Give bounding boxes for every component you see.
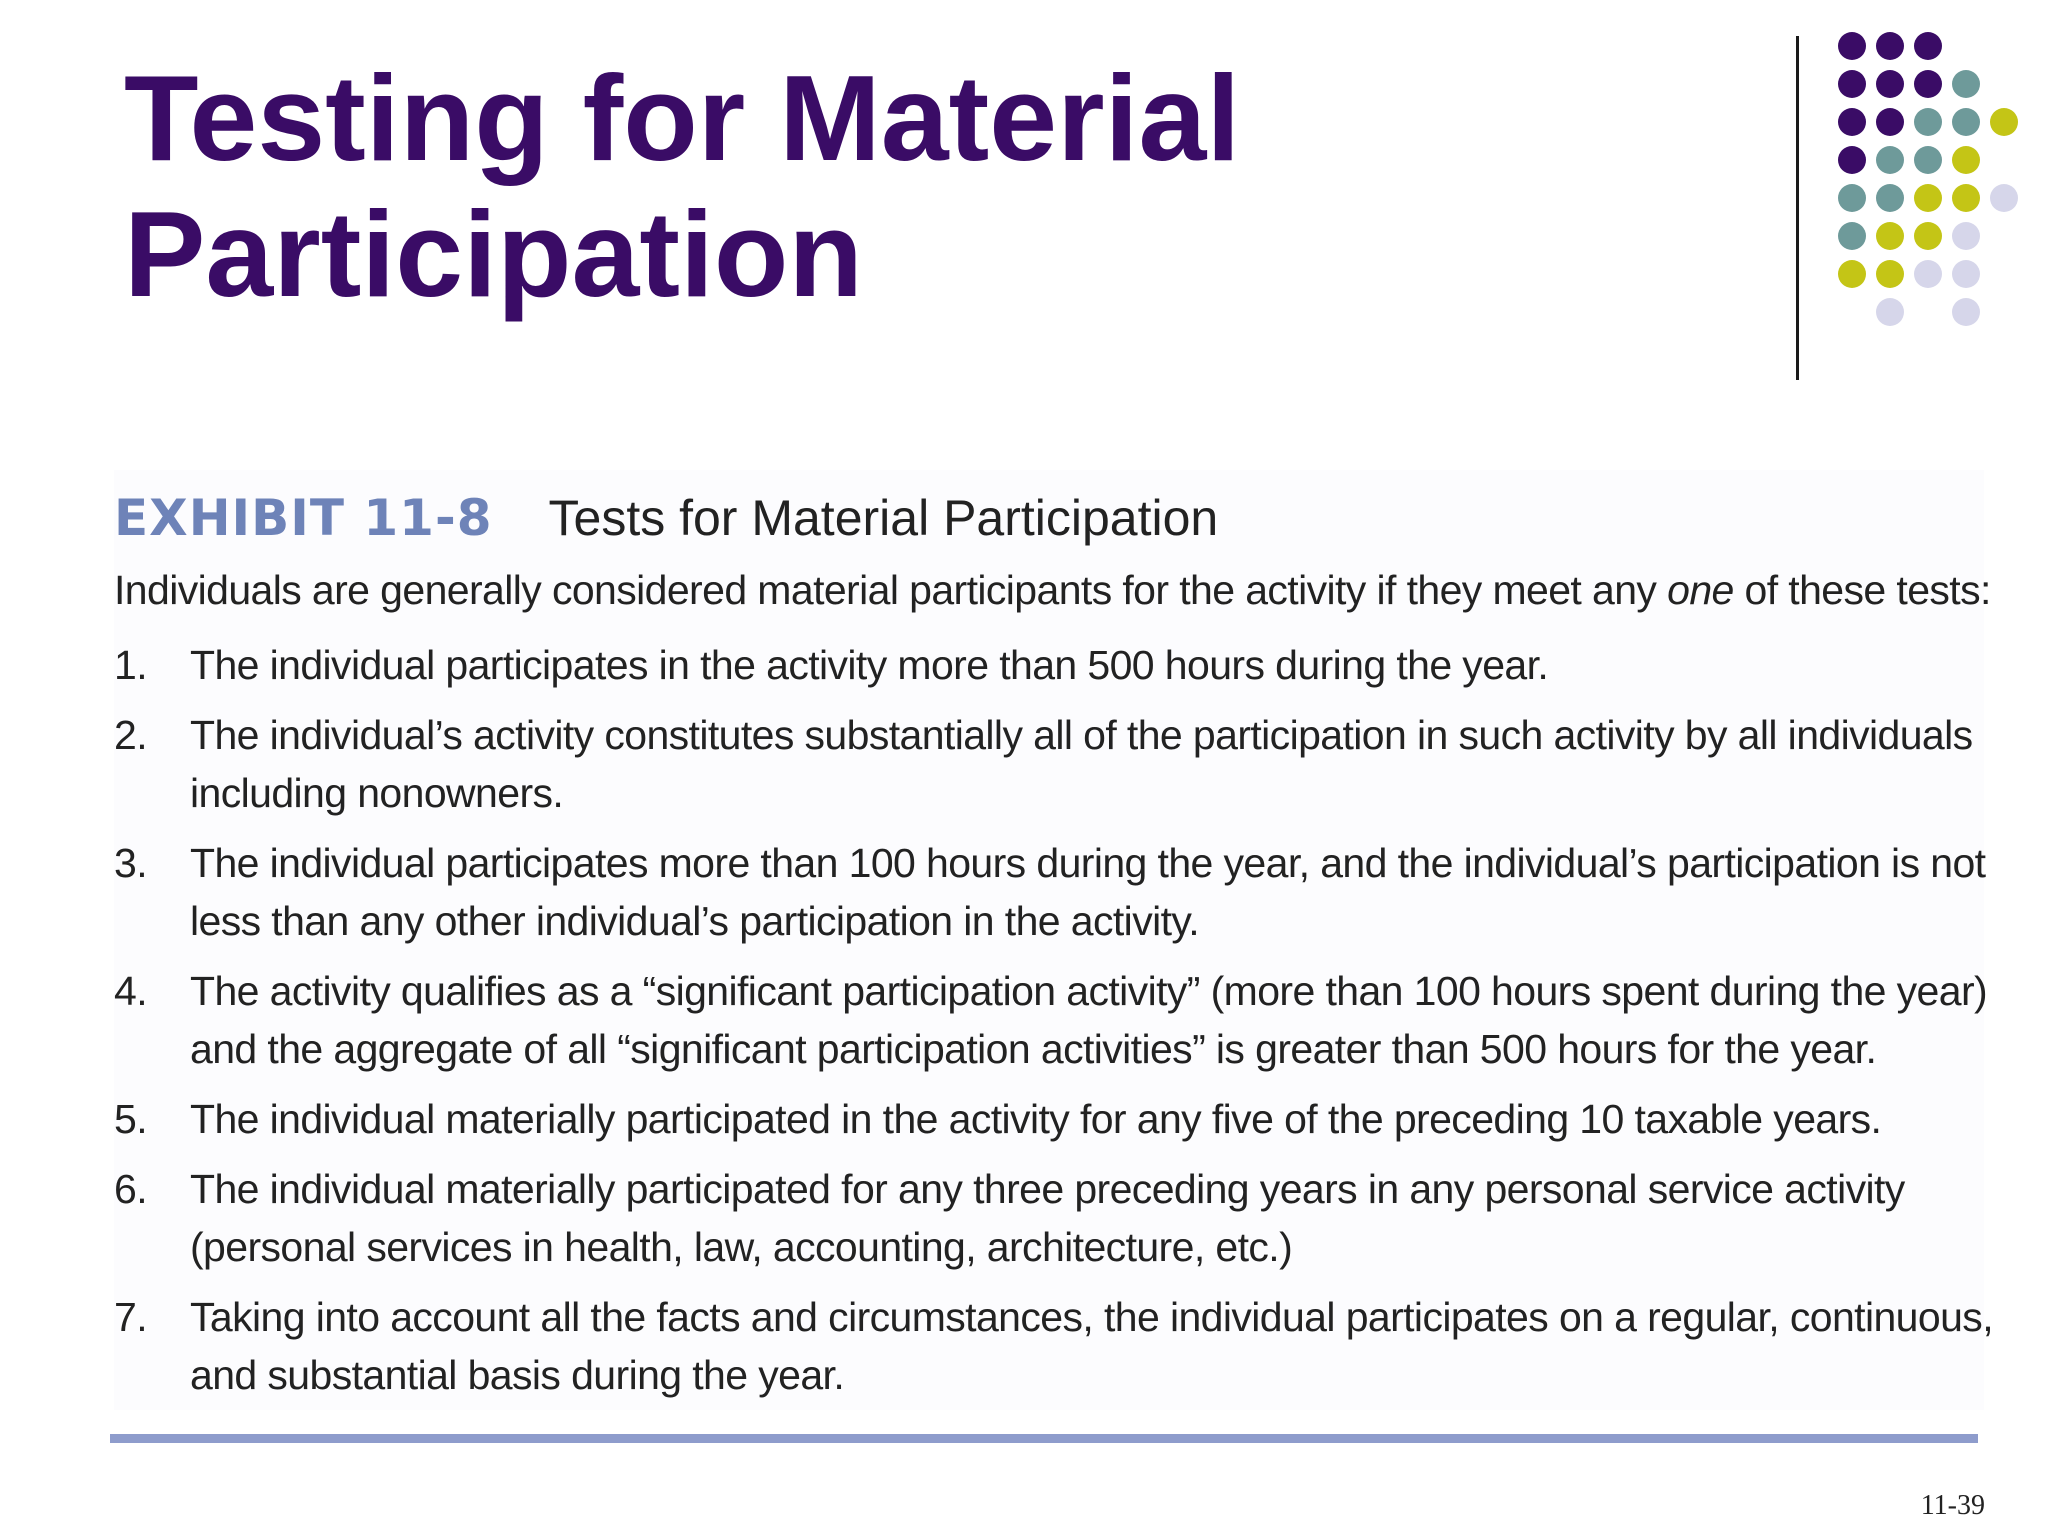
exhibit-bottom-rule [110, 1434, 1978, 1443]
slide-title-line-1: Testing for Material [124, 50, 1241, 186]
decorative-dot [1990, 108, 2018, 136]
test-text: The individual’s activity constitutes substantially all of the participation in such activity by all individuals including nonowners. [190, 712, 1973, 816]
test-text: The individual participates in the activity more than 500 hours during the year. [190, 642, 1549, 688]
page-number: 11-39 [1920, 1490, 1985, 1521]
test-text: The individual participates more than 100 hours during the year, and the individual’s participation is not less than any other individual’s participation in the activity. [190, 840, 1986, 944]
test-item [114, 706, 1994, 822]
intro-text-end: of these tests: [1733, 567, 1991, 613]
decorative-dot [1914, 70, 1942, 98]
decorative-dot [1876, 146, 1904, 174]
exhibit-panel [114, 470, 1993, 1410]
decorative-dot-grid-icon [1838, 32, 2048, 342]
decorative-dot [1876, 184, 1904, 212]
test-item [114, 636, 1994, 694]
decorative-dot [1952, 70, 1980, 98]
exhibit-intro [114, 562, 1994, 618]
test-number: 7. [114, 1294, 147, 1340]
decorative-dot [1838, 146, 1866, 174]
slide-title-line-2: Participation [124, 186, 863, 322]
decorative-dot [1952, 146, 1980, 174]
slide-title [124, 50, 1684, 322]
test-text: The activity qualifies as a “significant participation activity” (more than 100 hours spent during the year) and the aggregate of all “significant participation activities” is greater than 500 hours for the year. [190, 968, 1988, 1072]
test-item [114, 1160, 1994, 1276]
test-text: Taking into account all the facts and circumstances, the individual participates on a regular, continuous, and substantial basis during the year. [190, 1294, 1993, 1398]
decorative-dot [1952, 184, 1980, 212]
decorative-dot [1876, 32, 1904, 60]
test-item [114, 1090, 1994, 1148]
test-number: 6. [114, 1166, 147, 1212]
decorative-dot [1838, 70, 1866, 98]
decorative-dot [1914, 108, 1942, 136]
decorative-dot [1838, 108, 1866, 136]
exhibit-label: EXHIBIT 11-8 [114, 489, 493, 547]
decorative-dot [1914, 146, 1942, 174]
decorative-dot [1876, 222, 1904, 250]
test-item [114, 1288, 1994, 1404]
test-number: 2. [114, 712, 147, 758]
decorative-dot [1838, 32, 1866, 60]
exhibit-header [114, 486, 1218, 550]
decorative-dot [1914, 260, 1942, 288]
tests-list [114, 636, 1994, 1416]
decorative-dot [1990, 184, 2018, 212]
decorative-dot [1876, 108, 1904, 136]
test-number: 3. [114, 840, 147, 886]
decorative-dot [1914, 222, 1942, 250]
decorative-dot [1952, 222, 1980, 250]
test-item [114, 962, 1994, 1078]
intro-text: Individuals are generally considered material participants for the activity if they meet any [114, 567, 1668, 613]
intro-emphasis: one [1667, 567, 1734, 613]
decorative-dot [1838, 222, 1866, 250]
decorative-dot [1952, 298, 1980, 326]
decorative-dot [1914, 184, 1942, 212]
exhibit-heading: Tests for Material Participation [548, 490, 1219, 546]
test-number: 1. [114, 642, 147, 688]
decorative-dot [1838, 184, 1866, 212]
decorative-dot [1952, 108, 1980, 136]
decorative-dot [1876, 260, 1904, 288]
test-item [114, 834, 1994, 950]
test-text: The individual materially participated for any three preceding years in any personal service activity (personal services in health, law, accounting, architecture, etc.) [190, 1166, 1905, 1270]
test-number: 4. [114, 968, 147, 1014]
decorative-dot [1876, 70, 1904, 98]
test-number: 5. [114, 1096, 147, 1142]
decorative-dot [1876, 298, 1904, 326]
test-text: The individual materially participated in the activity for any five of the preceding 10 taxable years. [190, 1096, 1882, 1142]
decorative-dot [1838, 260, 1866, 288]
decorative-dot [1952, 260, 1980, 288]
decorative-vertical-divider [1796, 36, 1799, 380]
decorative-dot [1914, 32, 1942, 60]
